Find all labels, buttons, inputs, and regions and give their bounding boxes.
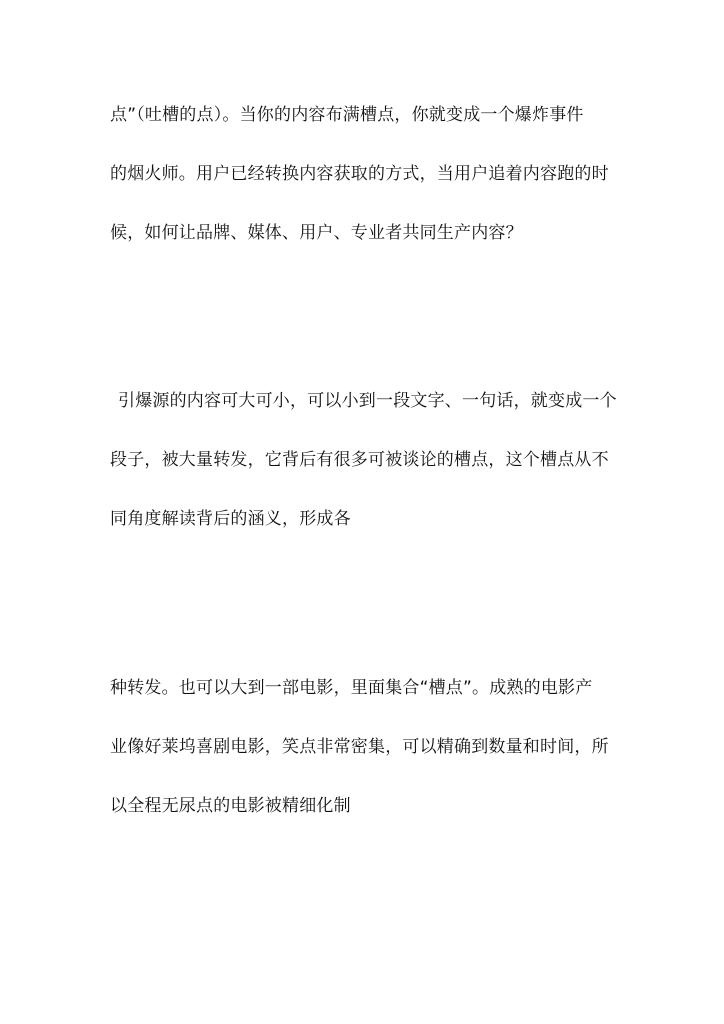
text-line: 同角度解读背后的涵义，形成各 [110,509,351,529]
text-line: 的烟火师。用户已经转换内容获取的方式，当用户追着内容跑的时 [110,164,609,184]
text-line: 引爆源的内容可大可小，可以小到一段文字、一句话，就变成一个 [118,391,617,411]
text-line: 种转发。也可以大到一部电影，里面集合“槽点”。成熟的电影产 [110,678,593,698]
text-line: 候，如何让品牌、媒体、用户、专业者共同生产内容？ [110,223,523,243]
text-line: 以全程无尿点的电影被精细化制 [110,796,351,816]
text-line: 段子，被大量转发，它背后有很多可被谈论的槽点，这个槽点从不 [110,450,609,470]
text-line: 点”（吐槽的点）。当你的内容布满槽点，你就变成一个爆炸事件 [110,105,584,125]
text-line: 业像好莱坞喜剧电影，笑点非常密集，可以精确到数量和时间，所 [110,737,609,757]
